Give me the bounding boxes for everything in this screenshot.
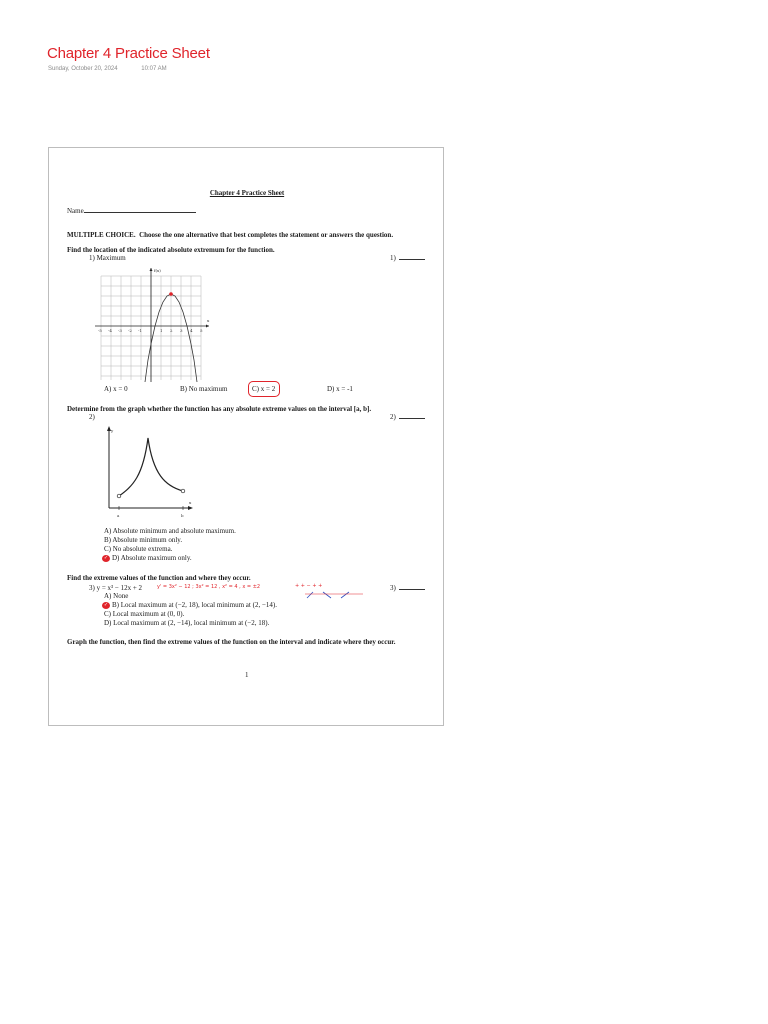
q3-choice-b-text: B) Local maximum at (−2, 18), local minimum at (2, −14).	[112, 601, 277, 609]
q1-tick: -5	[98, 328, 102, 333]
q1-answer-label: 1)	[390, 254, 396, 262]
q1-choice-a: A) x = 0	[104, 385, 128, 393]
practice-sheet-image	[48, 147, 444, 726]
section2-heading: Determine from the graph whether the function has any absolute extreme values on the interval [a, b].	[67, 405, 372, 413]
name-label: Name	[67, 207, 84, 215]
section4-heading: Graph the function, then find the extreme values of the function on the interval and indicate where they occur.	[67, 638, 396, 646]
q1-choice-c: C) x = 2	[252, 385, 276, 393]
q2-answer-blank	[390, 413, 425, 421]
q2-b-label: b	[181, 513, 184, 518]
q2-curve	[119, 438, 183, 496]
name-line	[84, 206, 196, 213]
q3-sign-chart: + + − + +	[295, 583, 323, 589]
q1-tick: 2	[170, 328, 173, 333]
q3-answer-label: 3)	[390, 584, 396, 592]
sheet-heading: Chapter 4 Practice Sheet	[209, 189, 285, 197]
q2-choice-d-text: D) Absolute maximum only.	[112, 554, 192, 562]
q1-tick: 1	[160, 328, 163, 333]
q1-axis-label: f(x)	[154, 268, 161, 273]
q1-choice-b: B) No maximum	[180, 385, 228, 393]
q2-y-label: y	[111, 428, 114, 433]
q2-answer-label: 2)	[390, 413, 396, 421]
q1-tick: x	[207, 318, 210, 323]
section1-heading: Find the location of the indicated absolute extremum for the function.	[67, 246, 275, 254]
note-timestamp	[48, 66, 189, 72]
q3-number: 3) y = x³ − 12x + 2	[89, 584, 143, 592]
q2-a-label: a	[117, 513, 120, 518]
q3-choice-c: C) Local maximum at (0, 0).	[104, 610, 185, 618]
q2-number: 2)	[89, 413, 95, 421]
q1-answer-blank	[390, 254, 425, 262]
q1-graph	[95, 264, 217, 384]
q3-answer-mark: ✓	[103, 602, 109, 608]
q3-choice-a: A) None	[104, 592, 129, 600]
q1-tick: 3	[180, 328, 183, 333]
note-date: Sunday, October 20, 2024	[48, 66, 118, 72]
q1-number: 1) Maximum	[89, 254, 126, 262]
q1-choice-d: D) x = -1	[327, 385, 353, 393]
q3-choice-d: D) Local maximum at (2, −14), local minimum at (−2, 18).	[104, 619, 270, 627]
note-time: 10:07 AM	[141, 66, 167, 72]
q1-tick: -4	[108, 328, 112, 333]
page-title: Chapter 4 Practice Sheet	[47, 45, 210, 62]
q2-choice-d	[102, 554, 192, 562]
q1-tick: 4	[190, 328, 193, 333]
q2-choice-c: C) No absolute extrema.	[104, 545, 173, 553]
q2-graph	[99, 424, 195, 520]
q1-maximum-point	[169, 292, 173, 296]
q1-tick: -1	[138, 328, 142, 333]
q3-handwritten-work: y' = 3x² − 12 ; 3x² = 12 , x² = 4 , x = ±2	[157, 584, 261, 590]
q3-answer-blank	[390, 584, 425, 592]
section3-heading: Find the extreme values of the function and where they occur.	[67, 574, 251, 582]
instructions	[67, 231, 393, 239]
page-number: 1	[245, 671, 249, 679]
instructions-text: Choose the one alternative that best completes the statement or answers the question.	[139, 231, 394, 239]
name-field	[67, 206, 196, 215]
q1-tick: -2	[128, 328, 132, 333]
q2-choice-a: A) Absolute minimum and absolute maximum.	[104, 527, 236, 535]
q1-tick: 5	[200, 328, 203, 333]
instructions-bold: MULTIPLE CHOICE.	[67, 231, 136, 239]
q2-answer-mark: ✓	[103, 555, 109, 561]
q3-sign-arrows	[305, 590, 365, 600]
q3-choice-b	[102, 601, 277, 609]
q1-tick: -3	[118, 328, 122, 333]
q2-x-label: x	[189, 500, 192, 505]
q2-choice-b: B) Absolute minimum only.	[104, 536, 183, 544]
